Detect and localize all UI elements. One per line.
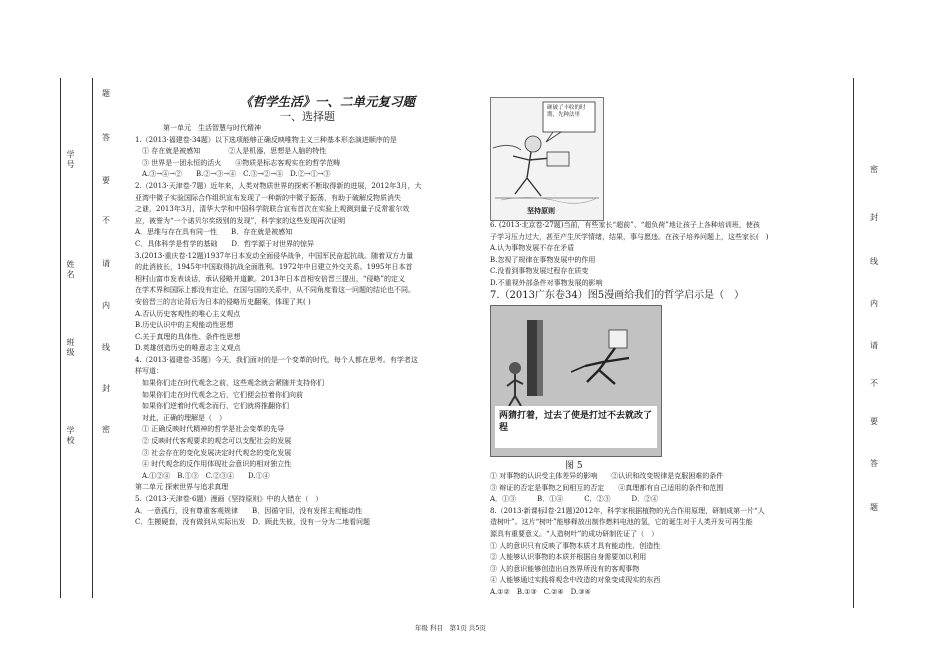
seal-char: 要 <box>102 176 110 185</box>
student-id-label: 学号 <box>66 150 75 170</box>
page-title: 《哲学生活》一、二单元复习题 <box>239 94 415 109</box>
question-line: C．生搬硬套，没有做到从实际出发 D．顾此失彼，没有一分为二地看问题 <box>135 518 370 527</box>
question-line: A．思维与存在具有同一性 B．存在就是被感知 <box>135 228 293 237</box>
question-line: C．具体科学是哲学的基础 D．哲学源于对世界的惊异 <box>135 239 314 248</box>
question-line: 应，被誉为“一个诺贝尔奖级别的发现”，科学家的这些发现再次证明 <box>135 216 346 225</box>
seal-char: 不 <box>102 216 110 225</box>
question-line: 的此消彼长，1945年中国取得抗战全面胜利。1972年中日建立外交关系。1995年日本首 <box>135 263 413 272</box>
question-line: A.①② B.①③ C.②④ D.③④ <box>490 587 591 596</box>
question-line: 在学术界和国际上都没有定论，在国与国的关系中，从不同角度看这一问题的结论也不同。 <box>135 286 415 295</box>
cartoon-handwritten-text: 两猜打着，过去了使是打过不去就改了程 <box>499 411 653 433</box>
seal-char: 题 <box>870 503 878 512</box>
question-line: 源具有重要意义。“人造树叶”的成功研制佐证了（ ） <box>490 529 659 538</box>
question-line: ① 正确反映时代精神的哲学是社会变革的先导 <box>135 425 285 434</box>
seal-char: 内 <box>102 301 110 310</box>
class-label: 班级 <box>66 338 75 358</box>
question-line: D.不重视外部条件对事物发展的影响 <box>490 278 603 287</box>
figure-caption: 图 5 <box>565 461 583 471</box>
question-line: ① 人的意识只有反映了事物本质才具有能动性、创造性 <box>490 541 661 550</box>
seal-line-right <box>853 78 854 608</box>
question-line: ③ 人的意识能够创造出自然界所没有的客观事物 <box>490 564 640 573</box>
page-footer: 年级 科目 第1页 共5页 <box>415 624 486 632</box>
question-line: 之谜，2013年3月，清华大学和中国科学院联合宣布首次在实验上观测到量子反常霍尔效 <box>135 205 410 214</box>
seal-char: 内 <box>870 299 878 308</box>
question-line: ① 对事物的认识受主体差异的影响 ②认识和改变规律是克服困难的条件 <box>490 472 724 480</box>
question-line: B.忽视了规律在事物发展中的作用 <box>490 255 596 264</box>
question-column-right-lower <box>490 471 835 599</box>
question-line: C.关于真理的具体性、条件性思想 <box>135 332 241 341</box>
cartoon-figure-5 <box>490 305 662 457</box>
cartoon-persisting-principle <box>490 97 604 221</box>
speech-bubble-text: 砸破了丰收的时期，先种法里 <box>547 105 586 118</box>
seal-char: 请 <box>870 341 878 350</box>
unit-heading: 第二单元 探索世界与追求真理 <box>135 483 229 492</box>
question-line: A.③→④→② B.②→③→④ C.③→②→④ D.②→①→③ <box>135 170 331 179</box>
question-line: 7.（2013广东卷34）图5漫画给我们的哲学启示是（ ） <box>490 289 745 301</box>
seal-char: 线 <box>102 343 110 352</box>
question-line: 子学习压力过大，甚至产生厌学情绪，结果，事与愿违。在孩子培养问题上，这些家长( ) <box>490 232 769 241</box>
question-line: ① 存在就是被感知 ②人是机器，思想是人脑的特性 <box>135 147 327 156</box>
question-line: C.没看到事物发展过程存在质变 <box>490 267 589 276</box>
seal-line-inner <box>92 78 93 598</box>
question-column-left <box>135 123 480 529</box>
name-label: 姓名 <box>66 260 75 280</box>
question-line: 4.（2013·福建卷·35题）今天，我们面对的是一个变革的时代，每个人都在思考。有学者这 <box>135 355 418 364</box>
question-line: 相村山富市发表谈话，承认侵略并道歉。2013年日本首相安倍晋三提出，“侵略”的定义 <box>135 274 405 283</box>
question-line: ② 反映时代客观要求的观念可以支配社会的发展 <box>135 437 292 446</box>
cartoon-caption: 坚持原则 <box>527 206 555 215</box>
question-line: 如果你们走在时代观念之前，这些观念就会紧随并支持你们 <box>135 379 324 388</box>
question-line: 造树叶”。这片“树叶”能够释放出制作燃料电池的氢，它的诞生对于人类开发可再生能 <box>490 518 753 527</box>
seal-line-outer <box>60 78 61 598</box>
question-line: 1.（2013·福建卷·34题）以下选项能够正确反映唯物主义三种基本形态演进顺序的是 <box>135 135 397 144</box>
question-line: ④ 人能够通过实践将观念中改造的对象变成现实的东西 <box>490 576 661 585</box>
question-line: 8.（2013·新课标Ⅰ卷·21题)2012年，科学家根据植物的光合作用原理，研制成第一片“人 <box>490 506 765 515</box>
question-line: 5.（2013·天津卷·6题）漫画《坚持原则》中的人错在（ ） <box>135 495 323 503</box>
seal-char: 请 <box>102 259 110 268</box>
unit-heading: 第一单元 生活智慧与时代精神 <box>163 124 261 132</box>
question-line: ③ 世界是一团永恒的活火 ④物质是标志客观实在的哲学范畴 <box>135 158 341 167</box>
question-line: A.否认历史客观性的唯心主义观点 <box>135 309 241 318</box>
question-line: D.英雄创造历史的唯意志主义观点 <box>135 344 241 353</box>
question-line: 3.(2013·重庆卷·12题)1937年日本发动全面侵华战争，中国军民奋起抗战。随着双方力量 <box>135 251 414 260</box>
seal-char: 线 <box>870 257 878 266</box>
school-label: 学校 <box>66 426 75 446</box>
question-line: ② 人能够认识事物的本质并根据自身需要加以利用 <box>490 553 647 562</box>
seal-char: 密 <box>870 165 878 174</box>
seal-char: 封 <box>870 213 878 222</box>
question-line: 亚湾中微子实验国际合作组织宣布发现了一种新的中微子振荡，有助于破解反物质消失 <box>135 193 401 202</box>
question-line: 6. (2013·北京卷·27题)当前，有些家长“超前”、“超负荷”地让孩子上各种培训班，使孩 <box>490 221 760 229</box>
question-line: A．①③ B．①④ C．②③ D．②④ <box>490 495 659 504</box>
question-line: ③ 辩证的否定是事物之间相互的否定 ④真理都有自己适用的条件和范围 <box>490 483 724 492</box>
seal-char: 密 <box>102 425 110 434</box>
question-line: ③ 社会存在的变化发展决定时代观念的变化发展 <box>135 448 292 457</box>
section-heading: 一、选择题 <box>280 110 335 123</box>
question-column-right <box>490 220 835 301</box>
seal-char: 答 <box>870 459 878 468</box>
seal-char: 封 <box>102 384 110 393</box>
question-line: A．一意孤行，没有尊重客观规律 B．因循守旧，没有发挥主观能动性 <box>135 506 363 515</box>
seal-char: 题 <box>102 89 110 98</box>
question-line: 如果你们走在时代观念之后，它们便会拉着你们向前 <box>135 390 303 399</box>
question-line: 如果你们逆着时代观念而行，它们就将推翻你们 <box>135 402 289 411</box>
question-line: 样写道： <box>135 367 163 376</box>
question-line: A.认为事物发展不存在矛盾 <box>490 244 575 253</box>
question-line: A.①②④ B.①③ C.②③④ D.①④ <box>135 471 270 480</box>
seal-char: 要 <box>870 417 878 426</box>
seal-char: 不 <box>870 379 878 388</box>
binding-margin-right <box>850 78 898 608</box>
seal-char: 答 <box>102 133 110 142</box>
question-line: 安倍晋三的言论背后为日本的侵略历史翻案，体现了其( ) <box>135 297 311 306</box>
question-line: 2.（2013·天津卷·7题）近年来，人类对物质世界的探索不断取得新的进展，2012年3月，大 <box>135 181 422 190</box>
question-line: 对此，正确的理解是（ ） <box>135 413 226 422</box>
question-line: B.历史认识中的主观能动性思想 <box>135 321 234 330</box>
binding-margin-left <box>52 78 124 598</box>
question-line: ④ 时代观念的反作用体现社会意识的相对独立性 <box>135 460 292 469</box>
